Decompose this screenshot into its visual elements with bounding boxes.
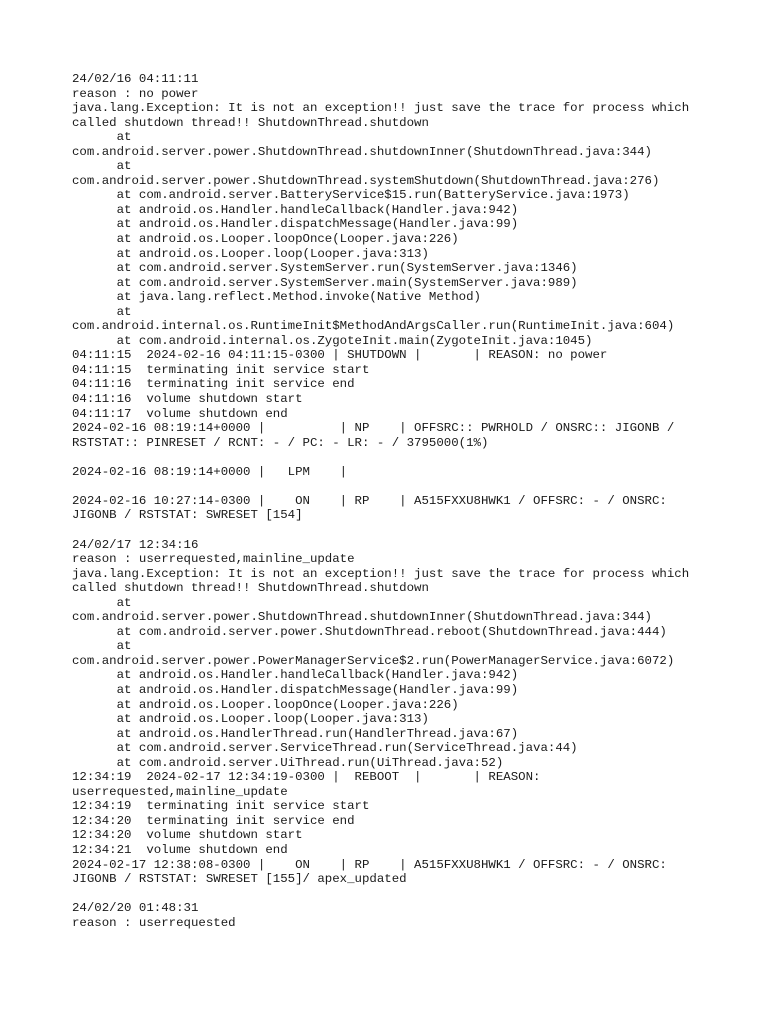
log-line: at bbox=[72, 159, 132, 174]
log-line: called shutdown thread!! ShutdownThread.shutdown bbox=[72, 115, 429, 130]
log-line: at android.os.Looper.loopOnce(Looper.java:226) bbox=[72, 232, 459, 247]
log-line bbox=[72, 887, 712, 902]
log-line: reason : userrequested,mainline_update bbox=[72, 552, 355, 567]
log-line: 04:11:16 terminating init service end bbox=[72, 377, 355, 392]
log-line: at bbox=[72, 639, 132, 654]
log-line: at android.os.Handler.handleCallback(Handler.java:942) bbox=[72, 668, 519, 683]
log-line: at java.lang.reflect.Method.invoke(Native Method) bbox=[72, 290, 481, 305]
log-line: at bbox=[72, 130, 132, 145]
log-line: 24/02/17 12:34:16 bbox=[72, 537, 199, 552]
log-line bbox=[72, 450, 712, 465]
log-line: com.android.server.power.ShutdownThread.shutdownInner(ShutdownThread.java:344) bbox=[72, 610, 652, 625]
log-line: reason : no power bbox=[72, 86, 199, 101]
log-line: 04:11:17 volume shutdown end bbox=[72, 406, 288, 421]
log-line: at com.android.server.BatteryService$15.run(BatteryService.java:1973) bbox=[72, 188, 630, 203]
log-line: at com.android.server.SystemServer.run(SystemServer.java:1346) bbox=[72, 261, 578, 276]
log-line: at com.android.server.SystemServer.main(SystemServer.java:989) bbox=[72, 275, 578, 290]
log-line: 12:34:19 terminating init service start bbox=[72, 799, 370, 814]
log-line: com.android.server.power.PowerManagerService$2.run(PowerManagerService.java:6072) bbox=[72, 653, 675, 668]
log-line: 12:34:21 volume shutdown end bbox=[72, 842, 288, 857]
log-line: called shutdown thread!! ShutdownThread.shutdown bbox=[72, 581, 429, 596]
log-line: at android.os.Handler.dispatchMessage(Handler.java:99) bbox=[72, 217, 519, 232]
log-line: at bbox=[72, 595, 132, 610]
log-line: at android.os.Handler.handleCallback(Handler.java:942) bbox=[72, 202, 519, 217]
log-line: 04:11:15 2024-02-16 04:11:15-0300 | SHUTDOWN | | REASON: no power bbox=[72, 348, 608, 363]
log-line: JIGONB / RSTSTAT: SWRESET [155]/ apex_updated bbox=[72, 872, 407, 887]
log-line: 24/02/16 04:11:11 bbox=[72, 72, 199, 86]
log-line: 24/02/20 01:48:31 bbox=[72, 901, 199, 916]
log-line: 04:11:16 volume shutdown start bbox=[72, 392, 303, 407]
log-line: at android.os.HandlerThread.run(HandlerThread.java:67) bbox=[72, 726, 519, 741]
log-line: 2024-02-17 12:38:08-0300 | ON | RP | A515FXXU8HWK1 / OFFSRC: - / ONSRC: bbox=[72, 857, 667, 872]
log-line: at com.android.server.ServiceThread.run(ServiceThread.java:44) bbox=[72, 741, 578, 756]
log-line: at com.android.internal.os.ZygoteInit.main(ZygoteInit.java:1045) bbox=[72, 333, 593, 348]
log-line bbox=[72, 479, 712, 494]
log-line: at com.android.server.power.ShutdownThread.reboot(ShutdownThread.java:444) bbox=[72, 624, 667, 639]
log-line: 12:34:19 2024-02-17 12:34:19-0300 | REBOOT | | REASON: bbox=[72, 770, 541, 785]
log-line: 2024-02-16 08:19:14+0000 | LPM | bbox=[72, 464, 348, 479]
log-line bbox=[72, 523, 712, 538]
log-line: com.android.internal.os.RuntimeInit$MethodAndArgsCaller.run(RuntimeInit.java:604) bbox=[72, 319, 675, 334]
log-line: com.android.server.power.ShutdownThread.systemShutdown(ShutdownThread.java:276) bbox=[72, 173, 660, 188]
log-line: JIGONB / RSTSTAT: SWRESET [154] bbox=[72, 508, 303, 523]
log-line: at bbox=[72, 304, 132, 319]
log-line: 2024-02-16 08:19:14+0000 | | NP | OFFSRC:: PWRHOLD / ONSRC:: JIGONB / bbox=[72, 421, 675, 436]
log-line: com.android.server.power.ShutdownThread.shutdownInner(ShutdownThread.java:344) bbox=[72, 144, 652, 159]
log-line: java.lang.Exception: It is not an exception!! just save the trace for process which bbox=[72, 566, 690, 581]
log-line: at android.os.Handler.dispatchMessage(Handler.java:99) bbox=[72, 682, 519, 697]
log-line: 12:34:20 volume shutdown start bbox=[72, 828, 303, 843]
log-line: at android.os.Looper.loopOnce(Looper.java:226) bbox=[72, 697, 459, 712]
log-line: 2024-02-16 10:27:14-0300 | ON | RP | A515FXXU8HWK1 / OFFSRC: - / ONSRC: bbox=[72, 493, 667, 508]
log-line: 04:11:15 terminating init service start bbox=[72, 362, 370, 377]
log-document bbox=[72, 72, 712, 930]
log-line: 12:34:20 terminating init service end bbox=[72, 813, 355, 828]
log-line: userrequested,mainline_update bbox=[72, 784, 288, 799]
log-line: reason : userrequested bbox=[72, 915, 236, 930]
log-line: at android.os.Looper.loop(Looper.java:313) bbox=[72, 712, 429, 727]
log-line: java.lang.Exception: It is not an exception!! just save the trace for process which bbox=[72, 101, 690, 116]
log-line: at com.android.server.UiThread.run(UiThread.java:52) bbox=[72, 755, 504, 770]
log-line: RSTSTAT:: PINRESET / RCNT: - / PC: - LR: - / 3795000(1%) bbox=[72, 435, 489, 450]
log-line: at android.os.Looper.loop(Looper.java:313) bbox=[72, 246, 429, 261]
